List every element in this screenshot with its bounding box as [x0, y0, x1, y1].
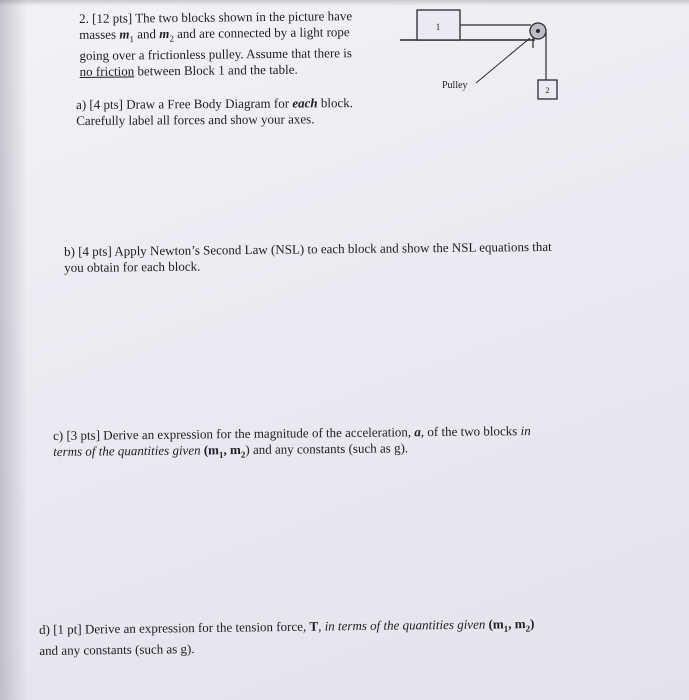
part-c-line-2: terms of the quantities given ($m_1$, $m_2$) and any constants (such as g).: [53, 440, 409, 460]
problem-line-2: masses $m_1$ and $m_2$ and are connected by a light rope: [79, 24, 350, 45]
block-2-label: 2: [545, 86, 550, 95]
part-b: [64, 238, 624, 276]
problem-line-1: 2. [12 pts] The two blocks shown in the picture have: [79, 8, 353, 26]
pulley-diagram: [400, 0, 600, 110]
pulley-label: Pulley: [442, 80, 468, 91]
page-shadow: [0, 0, 28, 700]
block-1-label: 1: [435, 22, 441, 32]
part-a-line-1: a) [4 pts] Draw a Free Body Diagram for each block.: [76, 95, 354, 112]
pulley-axle: [536, 29, 540, 33]
problem-line-3: going over a frictionless pulley. Assume that there is: [79, 44, 352, 63]
problem-line-4: no friction between Block 1 and the table.: [79, 61, 298, 79]
pulley-pointer: [476, 38, 530, 83]
part-c-line-1: c) [3 pts] Derive an expression for the magnitude of the acceleration, a, of the two blocks in: [53, 422, 531, 443]
part-a-line-2: Carefully label all forces and show your axes.: [76, 111, 315, 128]
part-b-line-2: you obtain for each block.: [64, 258, 201, 275]
part-d-line-1: d) [1 pt] Derive an expression for the tension force, T, in terms of the quantities given ($m_1$, $m_2$): [39, 615, 535, 637]
problem-statement: [79, 8, 380, 80]
part-d-line-2: and any constants (such as g).: [39, 640, 195, 658]
part-b-line-1: b) [4 pts] Apply Newton’s Second Law (NSL) to each block and show the NSL equations that: [64, 238, 552, 259]
part-c: [53, 422, 653, 465]
part-d: [39, 614, 659, 658]
part-a: [76, 95, 376, 129]
